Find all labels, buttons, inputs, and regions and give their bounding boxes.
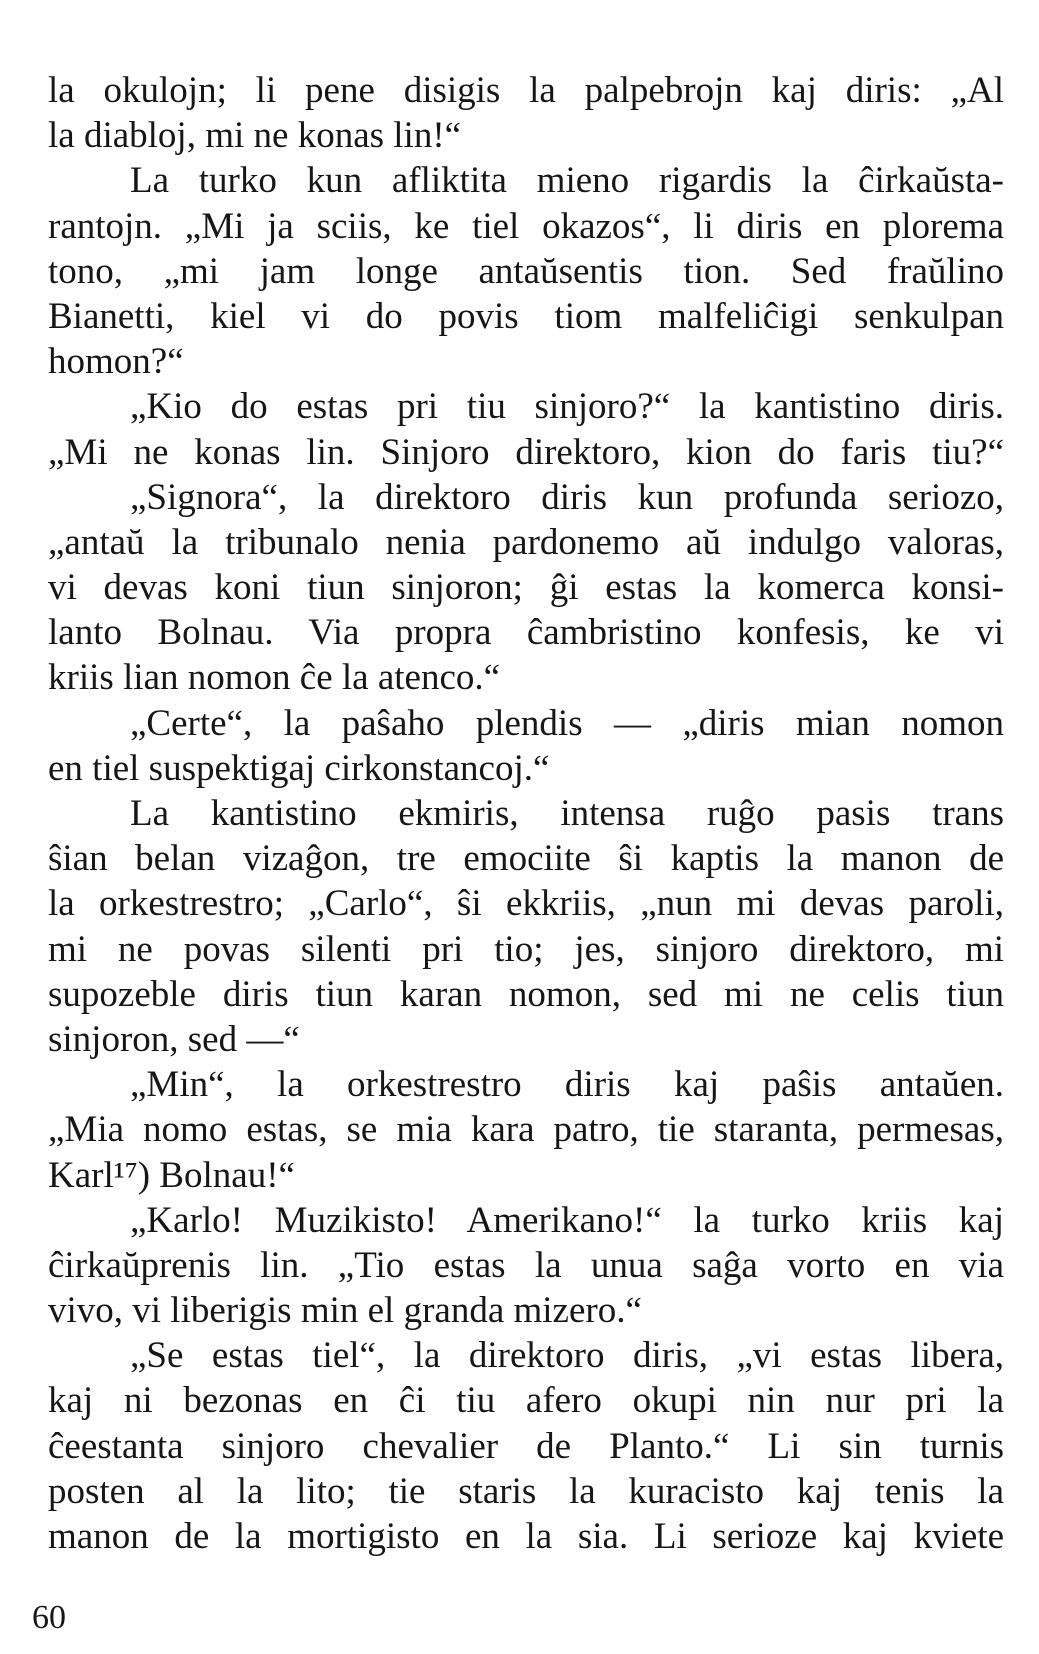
text-line: la diabloj, mi ne konas lin!“ — [48, 115, 462, 157]
text-line: vivo, vi liberigis min el granda mizero.“ — [48, 1290, 642, 1332]
text-line: „Mi ne konas lin. Sinjoro direktoro, kion do faris tiu?“ — [48, 431, 1004, 473]
text-line: ĉirkaŭprenis lin. „Tio estas la unua saĝa vorto en via — [48, 1244, 1004, 1286]
text-line: ĉeestanta sinjoro chevalier de Planto.“ Li sin turnis — [48, 1425, 1004, 1467]
text-line: „Mia nomo estas, se mia kara patro, tie staranta, permesas, — [48, 1109, 1004, 1151]
text-line: rantojn. „Mi ja sciis, ke tiel okazos“, li diris en plorema — [48, 205, 1004, 247]
text-line: „Kio do estas pri tiu sinjoro?“ la kantistino diris. — [130, 386, 1004, 428]
text-line: „antaŭ la tribunalo nenia pardonemo aŭ indulgo valoras, — [48, 521, 1004, 563]
text-line: sinjoron, sed —“ — [48, 1018, 300, 1060]
text-line: manon de la mortigisto en la sia. Li serioze kaj kviete — [48, 1516, 1004, 1557]
text-line: tono, „mi jam longe antaŭsentis tion. Sed fraŭlino — [48, 250, 1004, 292]
text-line: La kantistino ekmiris, intensa ruĝo pasis trans — [130, 793, 1004, 834]
text-line: posten al la lito; tie staris la kuracisto kaj tenis la — [48, 1470, 1004, 1512]
text-line: vi devas koni tiun sinjoron; ĝi estas la komerca konsi- — [48, 567, 1004, 609]
page-text — [48, 68, 1004, 1559]
text-line: homon?“ — [48, 341, 184, 383]
text-line: Bianetti, kiel vi do povis tiom malfeliĉigi senkulpan — [48, 295, 1004, 337]
text-line: en tiel suspektigaj cirkonstancoj.“ — [48, 747, 550, 789]
text-line: „Se estas tiel“, la direktoro diris, „vi estas libera, — [130, 1335, 1004, 1377]
text-line: mi ne povas silenti pri tio; jes, sinjoro direktoro, mi — [48, 928, 1004, 970]
text-line: „Karlo! Muzikisto! Amerikano!“ la turko kriis kaj — [130, 1199, 1004, 1241]
text-line: ŝian belan vizaĝon, tre emociite ŝi kaptis la manon de — [48, 838, 1004, 880]
text-line: „Certe“, la paŝaho plendis — „diris mian nomon — [130, 702, 1004, 744]
page-number: 60 — [32, 1599, 66, 1636]
text-line: supozeble diris tiun karan nomon, sed mi ne celis tiun — [48, 973, 1004, 1015]
text-line: La turko kun afliktita mieno rigardis la ĉirkaŭsta- — [130, 160, 1004, 202]
text-line: Karl¹⁷) Bolnau!“ — [48, 1154, 295, 1196]
text-line: lanto Bolnau. Via propra ĉambristino konfesis, ke vi — [48, 612, 1004, 654]
text-line: kriis lian nomon ĉe la atenco.“ — [48, 657, 501, 699]
text-line: „Min“, la orkestrestro diris kaj paŝis antaŭen. — [130, 1064, 1004, 1106]
text-line: kaj ni bezonas en ĉi tiu afero okupi nin nur pri la — [48, 1380, 1004, 1422]
text-line: la okulojn; li pene disigis la palpebrojn kaj diris: „Al — [48, 70, 1004, 111]
text-line: „Signora“, la direktoro diris kun profunda seriozo, — [130, 476, 1004, 518]
text-line: la orkestrestro; „Carlo“, ŝi ekkriis, „nun mi devas paroli, — [48, 883, 1004, 925]
